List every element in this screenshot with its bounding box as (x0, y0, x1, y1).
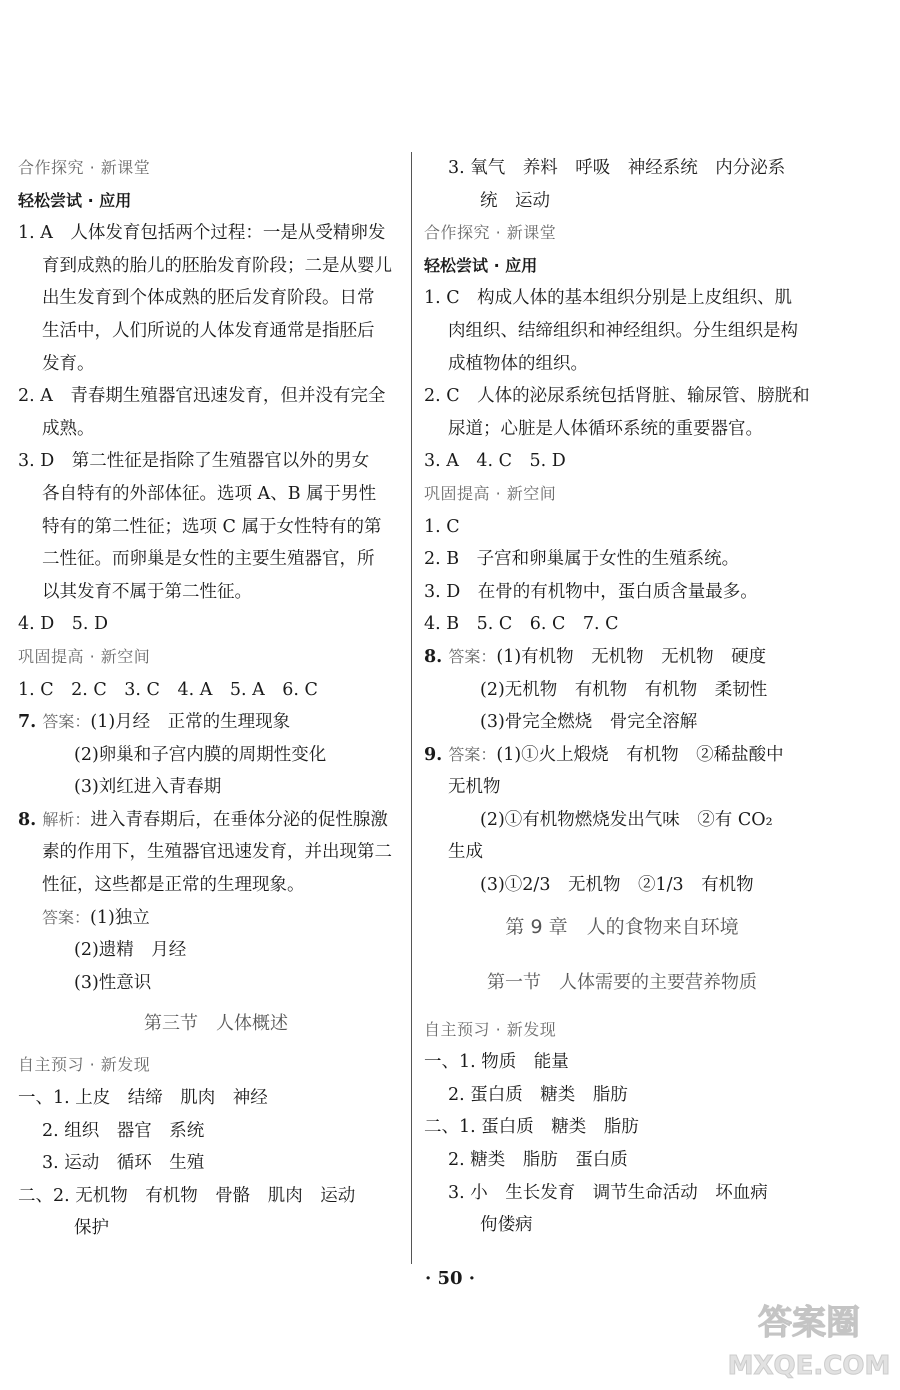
section-title: 第三节 人体概述 (144, 1013, 288, 1035)
answer-line: 1. C 构成人体的基本组织分别是上皮组织、肌 (424, 288, 793, 309)
answer-line: 7. 答案：(1)月经 正常的生理现象 (18, 712, 291, 733)
answer-line: (2)遗精 月经 (74, 940, 187, 961)
answer-line: 1. C (424, 516, 460, 537)
subheading-try: 轻松尝试 · 应用 (424, 255, 538, 275)
answer-line: (3)①2/3 无机物 ②1/3 有机物 (480, 875, 754, 896)
answer-text: (1)月经 正常的生理现象 (90, 712, 291, 733)
answer-line: 生活中，人们所说的人体发育通常是指胚后 (42, 320, 375, 341)
svg-text:MXQE.COM: MXQE.COM (727, 1351, 891, 1381)
answer-label: 答案： (42, 712, 91, 732)
answer-line (18, 902, 414, 935)
answer-line: 3. A 4. C 5. D (424, 451, 566, 472)
answer-line: 8. 答案：(1)有机物 无机物 无机物 硬度 (424, 646, 767, 667)
answer-text: (1)有机物 无机物 无机物 硬度 (496, 646, 767, 667)
answer-line: 2. 蛋白质 糖类 脂肪 (448, 1084, 628, 1105)
answer-line: 1. C 2. C 3. C 4. A 5. A 6. C (18, 679, 318, 700)
left-column (18, 152, 414, 1245)
answer-line: 一、1. 上皮 结缔 肌肉 神经 (18, 1088, 268, 1109)
answer-label: 答案： (448, 646, 497, 666)
answer-line: 出生发育到个体成熟的胚后发育阶段。日常 (42, 288, 375, 309)
section-heading-consolidate: 巩固提高 · 新空间 (18, 646, 151, 666)
answer-line: 4. D 5. D (18, 614, 109, 635)
page-number: · 50 · (424, 1268, 476, 1289)
answer-line: (3)骨完全燃烧 骨完全溶解 (480, 712, 698, 733)
answer-line: 9. 答案：(1)①火上煅烧 有机物 ②稀盐酸中 (424, 744, 784, 765)
answer-line: 3. 小 生长发育 调节生命活动 坏血病 (448, 1182, 768, 1203)
answer-text: 进入青春期后，在垂体分泌的促性腺激 (90, 809, 388, 830)
answer-line: 育到成熟的胎儿的胚胎发育阶段；二是从婴儿 (42, 255, 392, 276)
chapter-title: 第 9 章 人的食物来自环境 (505, 915, 739, 938)
section-heading-cooperate: 合作探究 · 新课堂 (18, 158, 151, 177)
answer-label: 答案： (448, 744, 497, 764)
answer-line: 4. B 5. C 6. C 7. C (424, 614, 619, 635)
answer-line: 佝偻病 (480, 1215, 533, 1236)
answer-line: 二性征。而卵巢是女性的主要生殖器官，所 (42, 549, 375, 570)
answer-line: 2. C 人体的泌尿系统包括肾脏、输尿管、膀胱和 (424, 386, 810, 407)
answer-line: 生成 (448, 842, 483, 863)
answer-text: (1)独立 (90, 907, 150, 928)
answer-line: (3)刘红进入青春期 (74, 777, 222, 798)
answer-line: 保护 (74, 1218, 109, 1239)
answer-line: 素的作用下，生殖器官迅速发育，并出现第二 (42, 842, 392, 863)
answer-line: 8. 解析：进入青春期后，在垂体分泌的促性腺激 (18, 809, 388, 830)
answer-line: 以其发育不属于第二性征。 (42, 581, 252, 602)
answer-line: (3)性意识 (74, 972, 152, 993)
watermark-text: 答案圈 (758, 1303, 860, 1343)
answer-line: 各自特有的外部体征。选项 A、B 属于男性 (42, 483, 377, 504)
answer-line: 成植物体的组织。 (448, 353, 588, 374)
answer-line: 2. 糖类 脂肪 蛋白质 (448, 1150, 628, 1171)
answer-line: 二、1. 蛋白质 糖类 脂肪 (424, 1117, 639, 1138)
section-title: 第一节 人体需要的主要营养物质 (487, 971, 757, 993)
subheading-try: 轻松尝试 · 应用 (18, 190, 132, 210)
answer-line: 3. D 在骨的有机物中，蛋白质含量最多。 (424, 581, 758, 602)
answer-line: 尿道；心脏是人体循环系统的重要器官。 (448, 418, 763, 439)
section-heading-preview: 自主预习 · 新发现 (424, 1019, 557, 1039)
answer-line: 无机物 (448, 777, 501, 798)
answer-line: 1. A 人体发育包括两个过程：一是从受精卵发 (18, 223, 386, 244)
answer-line: (2)无机物 有机物 有机物 柔韧性 (480, 679, 768, 700)
answer-line: 统 运动 (480, 190, 550, 211)
answer-line: (2)①有机物燃烧发出气味 ②有 CO₂ (480, 809, 773, 830)
answer-line: 二、2. 无机物 有机物 骨骼 肌肉 运动 (18, 1185, 356, 1206)
answer-line: 发育。 (42, 353, 95, 374)
answer-line: 2. A 青春期生殖器官迅速发育，但并没有完全 (18, 386, 386, 407)
right-column (424, 152, 820, 1242)
answer-line: 3. D 第二性征是指除了生殖器官以外的男女 (18, 451, 370, 472)
answer-line: 成熟。 (42, 418, 95, 439)
answer-line: 肉组织、结缔组织和神经组织。分生组织是构 (448, 320, 798, 341)
answer-line: 性征，这些都是正常的生理现象。 (42, 875, 305, 896)
answer-line: 2. 组织 器官 系统 (42, 1120, 205, 1141)
answer-line: 2. B 子宫和卵巢属于女性的生殖系统。 (424, 549, 740, 570)
section-heading-consolidate: 巩固提高 · 新空间 (424, 483, 557, 503)
answer-line: 特有的第二性征；选项 C 属于女性特有的第 (42, 516, 382, 537)
analysis-label: 解析： (42, 809, 91, 829)
answer-line: 一、1. 物质 能量 (424, 1052, 569, 1073)
answer-line: 3. 运动 循环 生殖 (42, 1153, 205, 1174)
answer-text: (1)①火上煅烧 有机物 ②稀盐酸中 (496, 744, 784, 765)
answer-line: (2)卵巢和子宫内膜的周期性变化 (74, 744, 327, 765)
watermark-logo (724, 1294, 894, 1384)
section-heading-cooperate: 合作探究 · 新课堂 (424, 223, 557, 243)
section-heading-preview: 自主预习 · 新发现 (18, 1055, 151, 1075)
answer-label: 答案： (42, 907, 91, 927)
answer-line: 3. 氧气 养料 呼吸 神经系统 内分泌系 (448, 158, 786, 178)
